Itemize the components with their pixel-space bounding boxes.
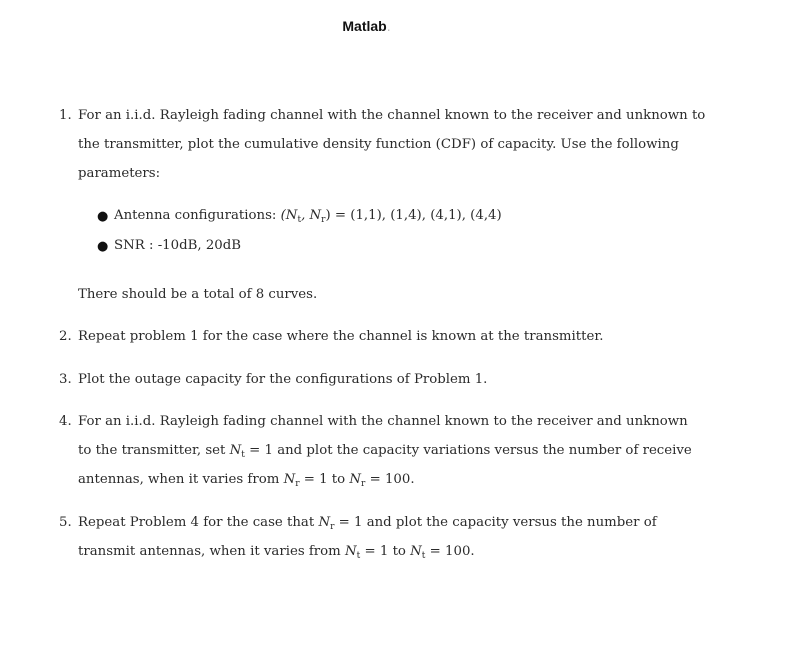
problem-4-number: 4.: [59, 414, 72, 429]
problem-5-line-2: transmit antennas, when it varies from $N_t = 1$ to $N_t = 100$.: [78, 544, 475, 561]
bullet-dot-2: ●: [97, 239, 109, 254]
problem-1-line-3: parameters:: [78, 166, 161, 181]
bullet-snr: SNR : -10dB, 20dB: [114, 238, 242, 253]
bullet-antenna-configurations: Antenna configurations: ($N_t$, $N_r) = (1,1)$, (1,4), (4,1), (4,4): [114, 208, 502, 225]
page-title: Matlab.: [342, 18, 391, 34]
problem-4-line-3: antennas, when it varies from $N_r = 1$ to $N_r = 100$.: [78, 472, 415, 489]
bullet-dot-1: ●: [97, 209, 109, 224]
problem-1-number: 1.: [59, 108, 72, 123]
problem-4-line-2: to the transmitter, set $N_t = 1$ and plot the capacity variations versus the number of receive: [78, 443, 692, 460]
problem-2-number: 2.: [59, 329, 72, 344]
problem-3-number: 3.: [59, 372, 72, 387]
problem-1-note: There should be a total of 8 curves.: [78, 287, 318, 302]
problem-2-text: Repeat problem 1 for the case where the channel is known at the transmitter.: [78, 329, 604, 344]
problem-1-line-2: the transmitter, plot the cumulative density function (CDF) of capacity. Use the following: [78, 137, 679, 152]
problem-1-line-1: For an i.i.d. Rayleigh fading channel with the channel known to the receiver and unknown to: [78, 108, 706, 123]
problem-3-text: Plot the outage capacity for the configurations of Problem 1.: [78, 372, 488, 387]
problem-5-number: 5.: [59, 515, 72, 530]
problem-5-line-1: Repeat Problem 4 for the case that $N_r = 1$ and plot the capacity versus the number of: [78, 515, 657, 532]
text-cursor: .: [386, 18, 391, 34]
problem-4-line-1: For an i.i.d. Rayleigh fading channel with the channel known to the receiver and unknown: [78, 414, 688, 429]
